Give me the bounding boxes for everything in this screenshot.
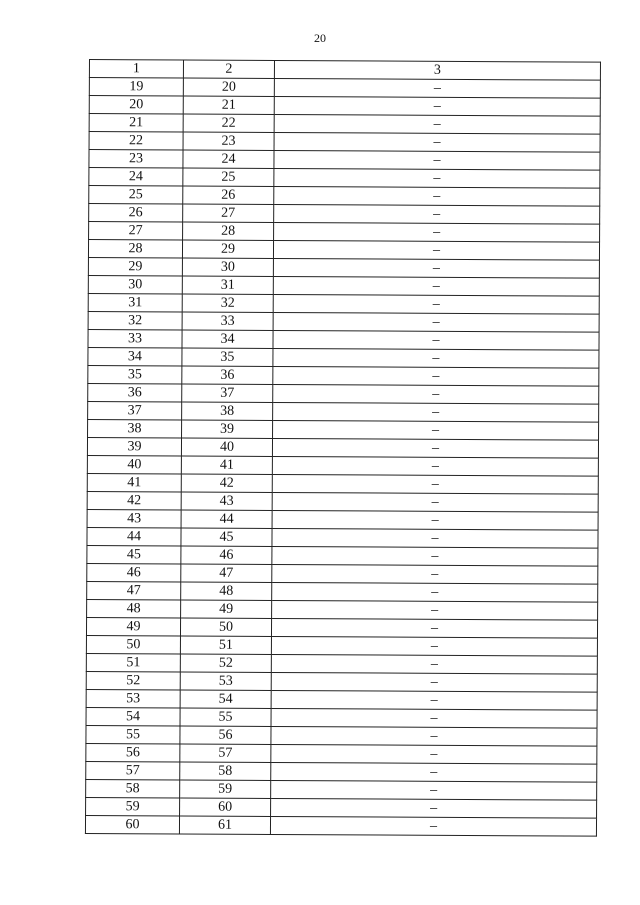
table-cell-col-3: – — [272, 456, 598, 476]
table-cell-col-2: 44 — [181, 510, 272, 528]
table-cell-col-2: 40 — [181, 438, 272, 456]
table-cell-col-2: 28 — [183, 222, 274, 240]
table-cell-col-1: 35 — [88, 365, 182, 383]
table-cell-col-3: – — [272, 438, 598, 458]
table-cell-col-1: 55 — [86, 725, 180, 743]
table-cell-col-2: 27 — [183, 204, 274, 222]
table-cell-col-1: 51 — [86, 653, 180, 671]
table-cell-col-3: – — [274, 78, 600, 98]
table-cell-col-2: 22 — [183, 114, 274, 132]
header-cell-col-2: 2 — [183, 60, 274, 78]
table-cell-col-2: 26 — [183, 186, 274, 204]
table-cell-col-3: – — [273, 420, 599, 440]
table-cell-col-3: – — [273, 384, 599, 404]
table-cell-col-3: – — [274, 114, 600, 134]
table-cell-col-3: – — [271, 762, 597, 782]
table-cell-col-3: – — [271, 726, 597, 746]
table-cell-col-1: 44 — [87, 527, 181, 545]
table-cell-col-3: – — [271, 690, 597, 710]
table-cell-col-1: 59 — [86, 797, 180, 815]
table-cell-col-1: 43 — [87, 509, 181, 527]
table-cell-col-1: 58 — [86, 779, 180, 797]
table-cell-col-1: 46 — [87, 563, 181, 581]
table-cell-col-2: 33 — [182, 312, 273, 330]
table-cell-col-3: – — [273, 258, 599, 278]
table-cell-col-1: 40 — [87, 455, 181, 473]
table-body — [85, 78, 600, 837]
table-cell-col-1: 37 — [88, 401, 182, 419]
table-cell-col-2: 58 — [180, 762, 271, 780]
table-cell-col-3: – — [274, 150, 600, 170]
table-cell-col-3: – — [270, 816, 596, 836]
table-cell-col-3: – — [271, 744, 597, 764]
table-cell-col-1: 52 — [86, 671, 180, 689]
table-cell-col-2: 55 — [180, 708, 271, 726]
header-cell-col-1: 1 — [89, 60, 183, 78]
table-cell-col-1: 26 — [89, 204, 183, 222]
table-cell-col-1: 31 — [88, 293, 182, 311]
table-cell-col-2: 49 — [181, 600, 272, 618]
table-cell-col-2: 38 — [182, 402, 273, 420]
table-cell-col-2: 53 — [180, 672, 271, 690]
table-cell-col-3: – — [271, 618, 597, 638]
table-cell-col-1: 38 — [88, 419, 182, 437]
table-cell-col-2: 37 — [182, 384, 273, 402]
page-number: 20 — [314, 31, 326, 45]
table-cell-col-3: – — [272, 546, 598, 566]
table-cell-col-3: – — [272, 582, 598, 602]
table-cell-col-1: 32 — [88, 311, 182, 329]
table-cell-col-2: 50 — [180, 618, 271, 636]
table-cell-col-2: 56 — [180, 726, 271, 744]
table-cell-col-3: – — [271, 654, 597, 674]
table-cell-col-3: – — [274, 222, 600, 242]
table-cell-col-1: 19 — [89, 78, 183, 96]
table-cell-col-2: 34 — [182, 330, 273, 348]
table-cell-col-3: – — [273, 294, 599, 314]
table-cell-col-3: – — [271, 636, 597, 656]
table-cell-col-1: 42 — [87, 491, 181, 509]
table-cell-col-2: 51 — [180, 636, 271, 654]
table-cell-col-2: 57 — [180, 744, 271, 762]
table-cell-col-2: 45 — [181, 528, 272, 546]
table-cell-col-3: – — [273, 330, 599, 350]
table-cell-col-3: – — [274, 132, 600, 152]
table-cell-col-1: 21 — [89, 114, 183, 132]
table-cell-col-2: 47 — [181, 564, 272, 582]
table-cell-col-1: 60 — [85, 815, 179, 833]
table-cell-col-1: 53 — [86, 689, 180, 707]
table-cell-col-2: 32 — [182, 294, 273, 312]
table-cell-col-2: 29 — [182, 240, 273, 258]
table-cell-col-1: 45 — [87, 545, 181, 563]
table-cell-col-2: 35 — [182, 348, 273, 366]
table-cell-col-1: 54 — [86, 707, 180, 725]
table-cell-col-1: 56 — [86, 743, 180, 761]
table-cell-col-3: – — [273, 240, 599, 260]
table-cell-col-1: 28 — [88, 240, 182, 258]
table-cell-col-1: 50 — [86, 635, 180, 653]
table-cell-col-1: 25 — [89, 186, 183, 204]
table-cell-col-2: 61 — [179, 816, 270, 834]
table-cell-col-3: – — [274, 204, 600, 224]
table-cell-col-3: – — [271, 708, 597, 728]
data-table — [85, 59, 601, 837]
table-cell-col-1: 36 — [88, 383, 182, 401]
table-cell-col-2: 24 — [183, 150, 274, 168]
table-cell-col-1: 30 — [88, 275, 182, 293]
table-cell-col-3: – — [271, 672, 597, 692]
table-cell-col-2: 59 — [180, 780, 271, 798]
table-cell-col-2: 39 — [182, 420, 273, 438]
table-cell-col-3: – — [272, 528, 598, 548]
table-cell-col-1: 34 — [88, 347, 182, 365]
table-cell-col-1: 22 — [89, 132, 183, 150]
table-cell-col-2: 30 — [182, 258, 273, 276]
table-cell-col-3: – — [273, 366, 599, 386]
table-cell-col-3: – — [272, 492, 598, 512]
table-cell-col-3: – — [273, 312, 599, 332]
table-cell-col-2: 20 — [183, 78, 274, 96]
table-cell-col-3: – — [273, 276, 599, 296]
table-cell-col-1: 29 — [88, 257, 182, 275]
table-cell-col-2: 52 — [180, 654, 271, 672]
table-cell-col-1: 33 — [88, 329, 182, 347]
table-cell-col-1: 20 — [89, 96, 183, 114]
table-cell-col-2: 54 — [180, 690, 271, 708]
table-cell-col-3: – — [272, 600, 598, 620]
table-cell-col-3: – — [271, 798, 597, 818]
table-cell-col-1: 49 — [86, 617, 180, 635]
header-cell-col-3: 3 — [274, 60, 600, 80]
table-cell-col-1: 23 — [89, 150, 183, 168]
table-cell-col-2: 31 — [182, 276, 273, 294]
table-cell-col-1: 48 — [87, 599, 181, 617]
table-cell-col-2: 43 — [181, 492, 272, 510]
table-cell-col-3: – — [274, 186, 600, 206]
table-cell-col-3: – — [272, 474, 598, 494]
table-cell-col-2: 48 — [181, 582, 272, 600]
table-cell-col-2: 41 — [181, 456, 272, 474]
table-cell-col-3: – — [272, 510, 598, 530]
table-cell-col-2: 46 — [181, 546, 272, 564]
table-cell-col-2: 21 — [183, 96, 274, 114]
table-cell-col-3: – — [273, 348, 599, 368]
table-cell-col-2: 23 — [183, 132, 274, 150]
table-cell-col-1: 41 — [87, 473, 181, 491]
table-cell-col-1: 57 — [86, 761, 180, 779]
table-cell-col-2: 36 — [182, 366, 273, 384]
table-cell-col-1: 39 — [87, 437, 181, 455]
table-cell-col-3: – — [274, 168, 600, 188]
table-cell-col-3: – — [272, 564, 598, 584]
table-cell-col-2: 25 — [183, 168, 274, 186]
table-cell-col-3: – — [271, 780, 597, 800]
table-cell-col-1: 47 — [87, 581, 181, 599]
table-cell-col-2: 42 — [181, 474, 272, 492]
table-cell-col-1: 27 — [89, 222, 183, 240]
table-cell-col-3: – — [274, 96, 600, 116]
table-cell-col-1: 24 — [89, 168, 183, 186]
table-row — [85, 815, 596, 836]
table-cell-col-3: – — [273, 402, 599, 422]
table-cell-col-2: 60 — [180, 798, 271, 816]
